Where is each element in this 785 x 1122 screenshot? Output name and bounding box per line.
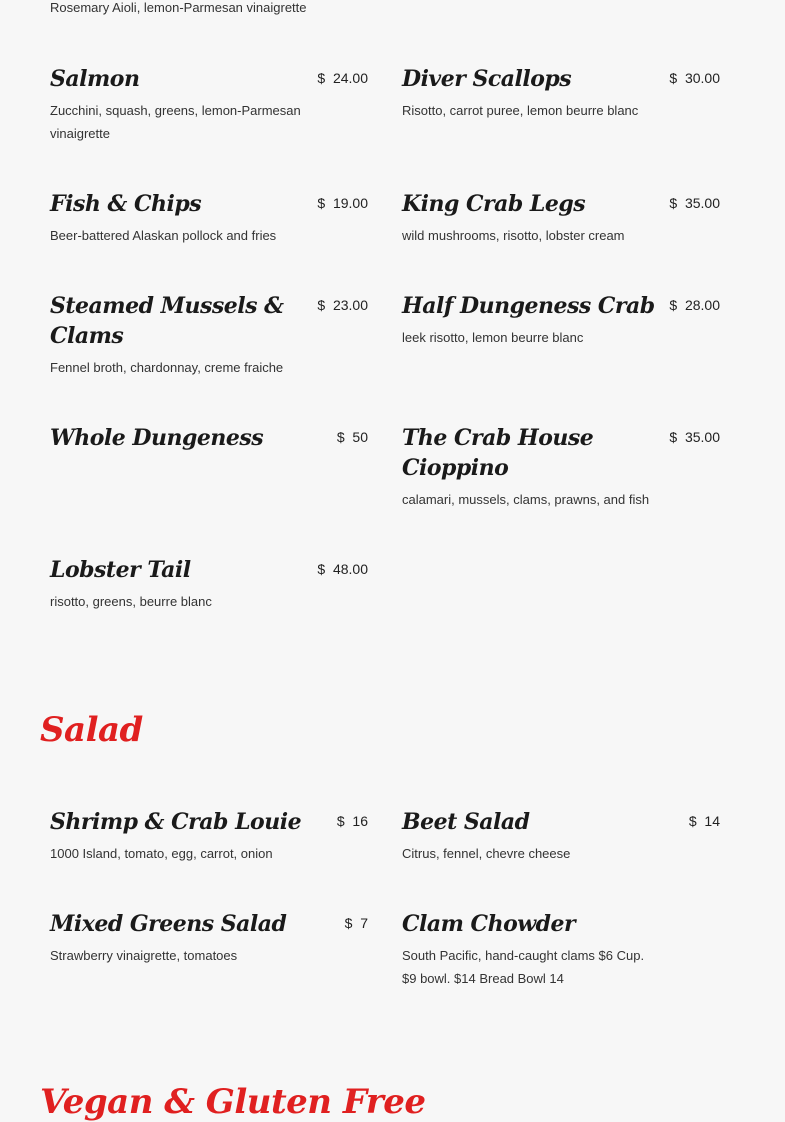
item-price: $ 28.00 [669, 297, 720, 313]
menu-item [50, 423, 370, 453]
item-description: South Pacific, hand-caught clams $6 Cup. $9 bowl. $14 Bread Bowl 14 [402, 948, 645, 986]
menu-item [402, 423, 722, 511]
item-price: $ 19.00 [317, 195, 368, 211]
menu-item [50, 64, 370, 145]
item-description: calamari, mussels, clams, prawns, and fish [402, 492, 650, 507]
menu-item [50, 555, 370, 613]
item-description: Citrus, fennel, chevre cheese [402, 846, 571, 861]
item-description: wild mushrooms, risotto, lobster cream [402, 228, 625, 243]
item-description: Risotto, carrot puree, lemon beurre blanc [402, 103, 639, 118]
item-name: Diver Scallops [402, 66, 572, 92]
menu-item [402, 909, 722, 990]
item-name: Steamed Mussels & Clams [50, 293, 284, 349]
item-price: $ 30.00 [669, 70, 720, 86]
item-description: risotto, greens, beurre blanc [50, 594, 212, 609]
item-description: leek risotto, lemon beurre blanc [402, 330, 584, 345]
item-price: $ 35.00 [669, 195, 720, 211]
menu-item [50, 807, 370, 865]
item-description: Strawberry vinaigrette, tomatoes [50, 948, 238, 963]
item-description: Zucchini, squash, greens, lemon-Parmesan vinaigrette [50, 103, 301, 141]
item-name: Half Dungeness Crab [402, 293, 655, 319]
item-price: $ 16 [336, 813, 368, 829]
item-name: Shrimp & Crab Louie [50, 809, 302, 835]
item-name: Fish & Chips [50, 191, 202, 217]
item-description: Rosemary Aioli, lemon-Parmesan vinaigrette [50, 0, 307, 15]
item-price: $ 7 [344, 915, 368, 931]
item-price: $ 35.00 [669, 429, 720, 445]
menu-item [402, 291, 722, 349]
item-description: Fennel broth, chardonnay, creme fraiche [50, 360, 284, 375]
section-title-vegan-gluten-free: Vegan & Gluten Free [40, 1082, 426, 1122]
menu-item [402, 189, 722, 247]
item-description: Beer-battered Alaskan pollock and fries [50, 228, 277, 243]
item-price: $ 48.00 [317, 561, 368, 577]
item-name: Lobster Tail [50, 557, 191, 583]
item-price: $ 50 [336, 429, 368, 445]
menu-item [402, 64, 722, 122]
item-price: $ 23.00 [317, 297, 368, 313]
item-name: Clam Chowder [402, 911, 576, 937]
item-price: $ 24.00 [317, 70, 368, 86]
item-name: Whole Dungeness [50, 425, 264, 451]
menu-item [50, 189, 370, 247]
item-name: The Crab House Cioppino [402, 425, 594, 481]
menu-item [402, 807, 722, 865]
section-title-salad: Salad [40, 710, 143, 750]
menu-item [50, 291, 370, 379]
item-name: Salmon [50, 66, 140, 92]
item-name: Beet Salad [402, 809, 530, 835]
item-name: King Crab Legs [402, 191, 586, 217]
item-description: 1000 Island, tomato, egg, carrot, onion [50, 846, 273, 861]
item-name: Mixed Greens Salad [50, 911, 287, 937]
item-price: $ 14 [688, 813, 720, 829]
menu-item [50, 909, 370, 967]
